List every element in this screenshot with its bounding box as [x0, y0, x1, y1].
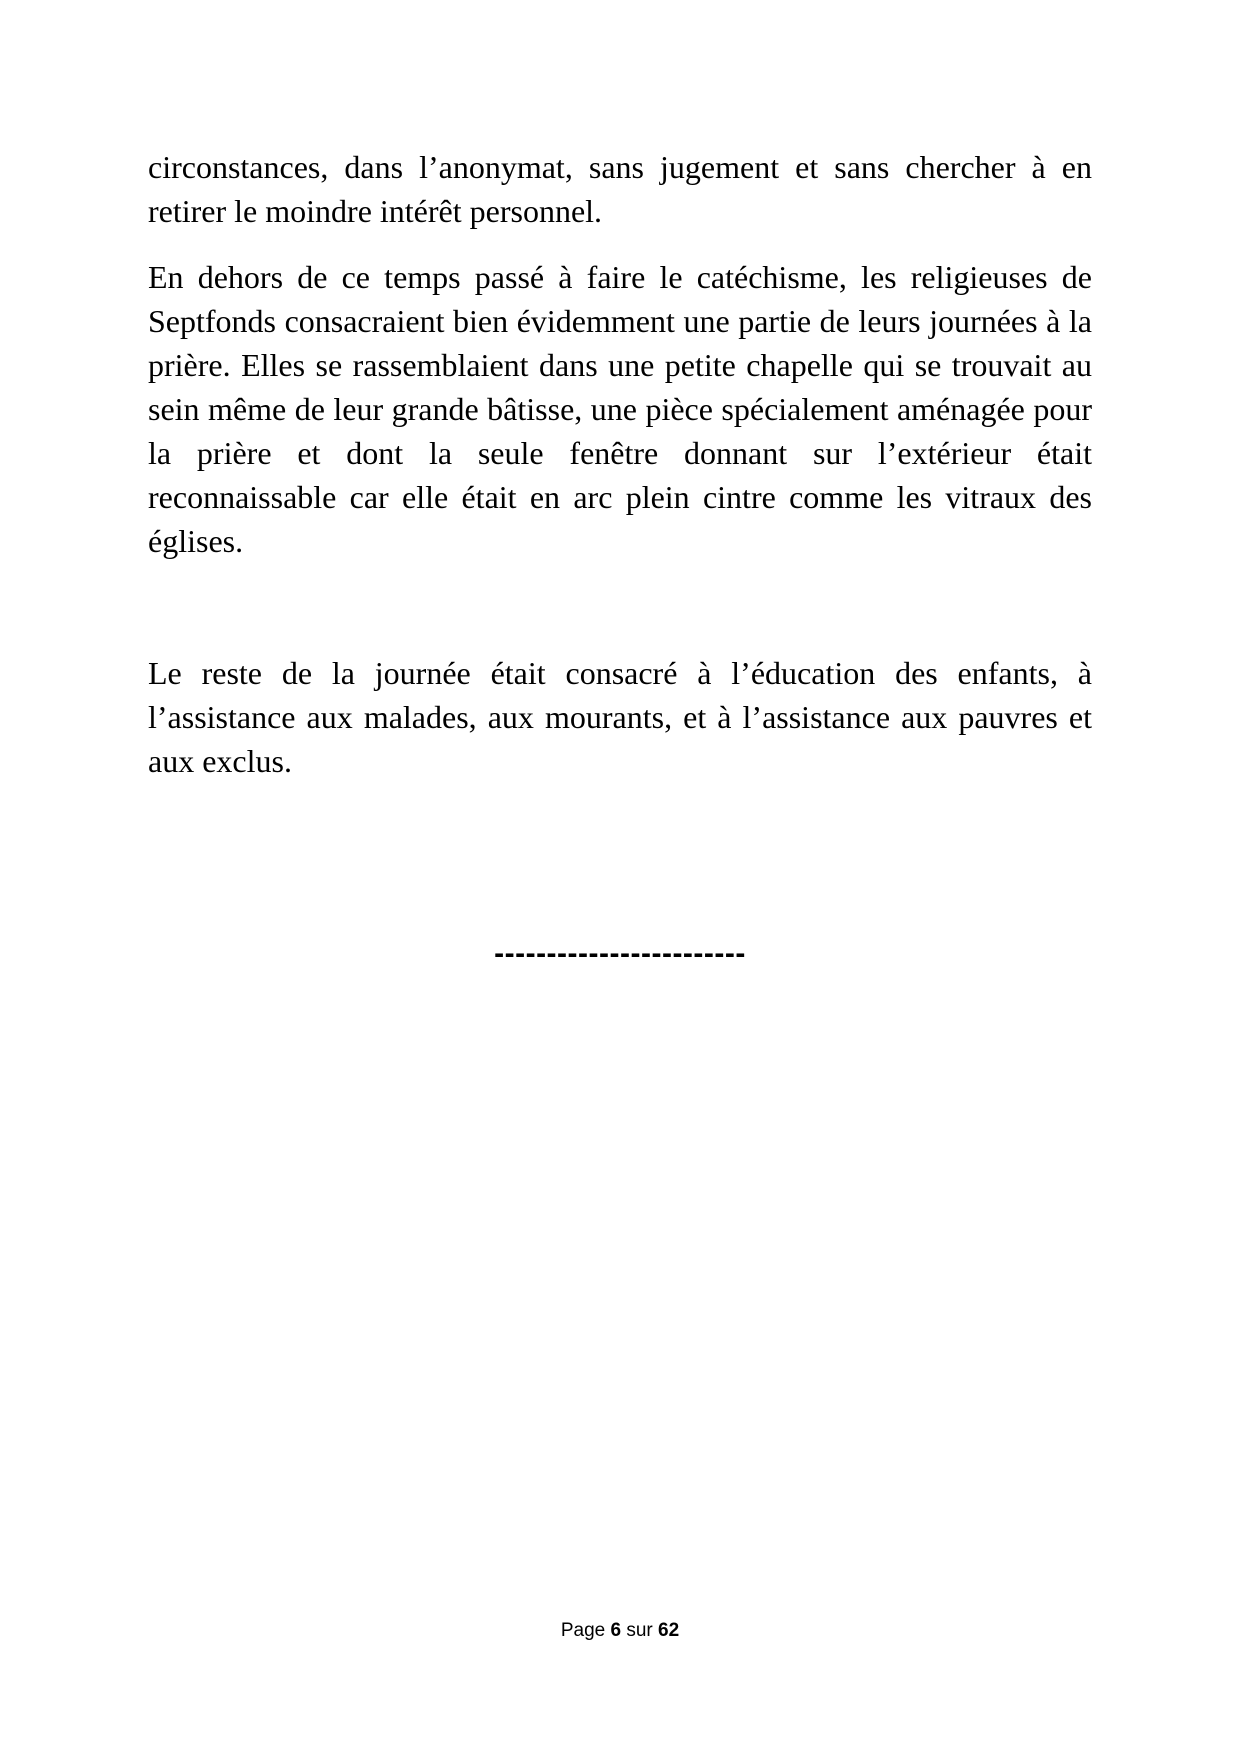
section-separator: ------------------------	[494, 937, 746, 970]
of-label: sur	[626, 1620, 653, 1641]
total-pages-number: 62	[658, 1620, 680, 1641]
paragraph-3	[148, 651, 1092, 783]
paragraph-1	[148, 145, 1092, 233]
current-page-number: 6	[610, 1620, 622, 1641]
paragraph-text: circonstances, dans l’anonymat, sans jugement et sans chercher à en retirer le moindre intérêt personnel.	[148, 149, 1092, 229]
page-footer	[0, 1620, 1240, 1642]
paragraph-text: Le reste de la journée était consacré à l’éducation des enfants, à l’assistance aux malades, aux mourants, et à l’assistance aux pauvres et aux exclus.	[148, 655, 1092, 779]
paragraph-2	[148, 255, 1092, 563]
page-label: Page	[560, 1620, 606, 1641]
paragraph-text: En dehors de ce temps passé à faire le catéchisme, les religieuses de Septfonds consacraient bien évidemment une partie de leurs journées à la prière. Elles se rassemblaient dans une petite chapelle qui se trouvait au sein même de leur grande bâtisse, une pièce spécialement aménagée pour la prière et dont la seule fenêtre donnant sur l’extérieur était reconnaissable car elle était en arc plein cintre comme les vitraux des églises.	[148, 259, 1092, 559]
